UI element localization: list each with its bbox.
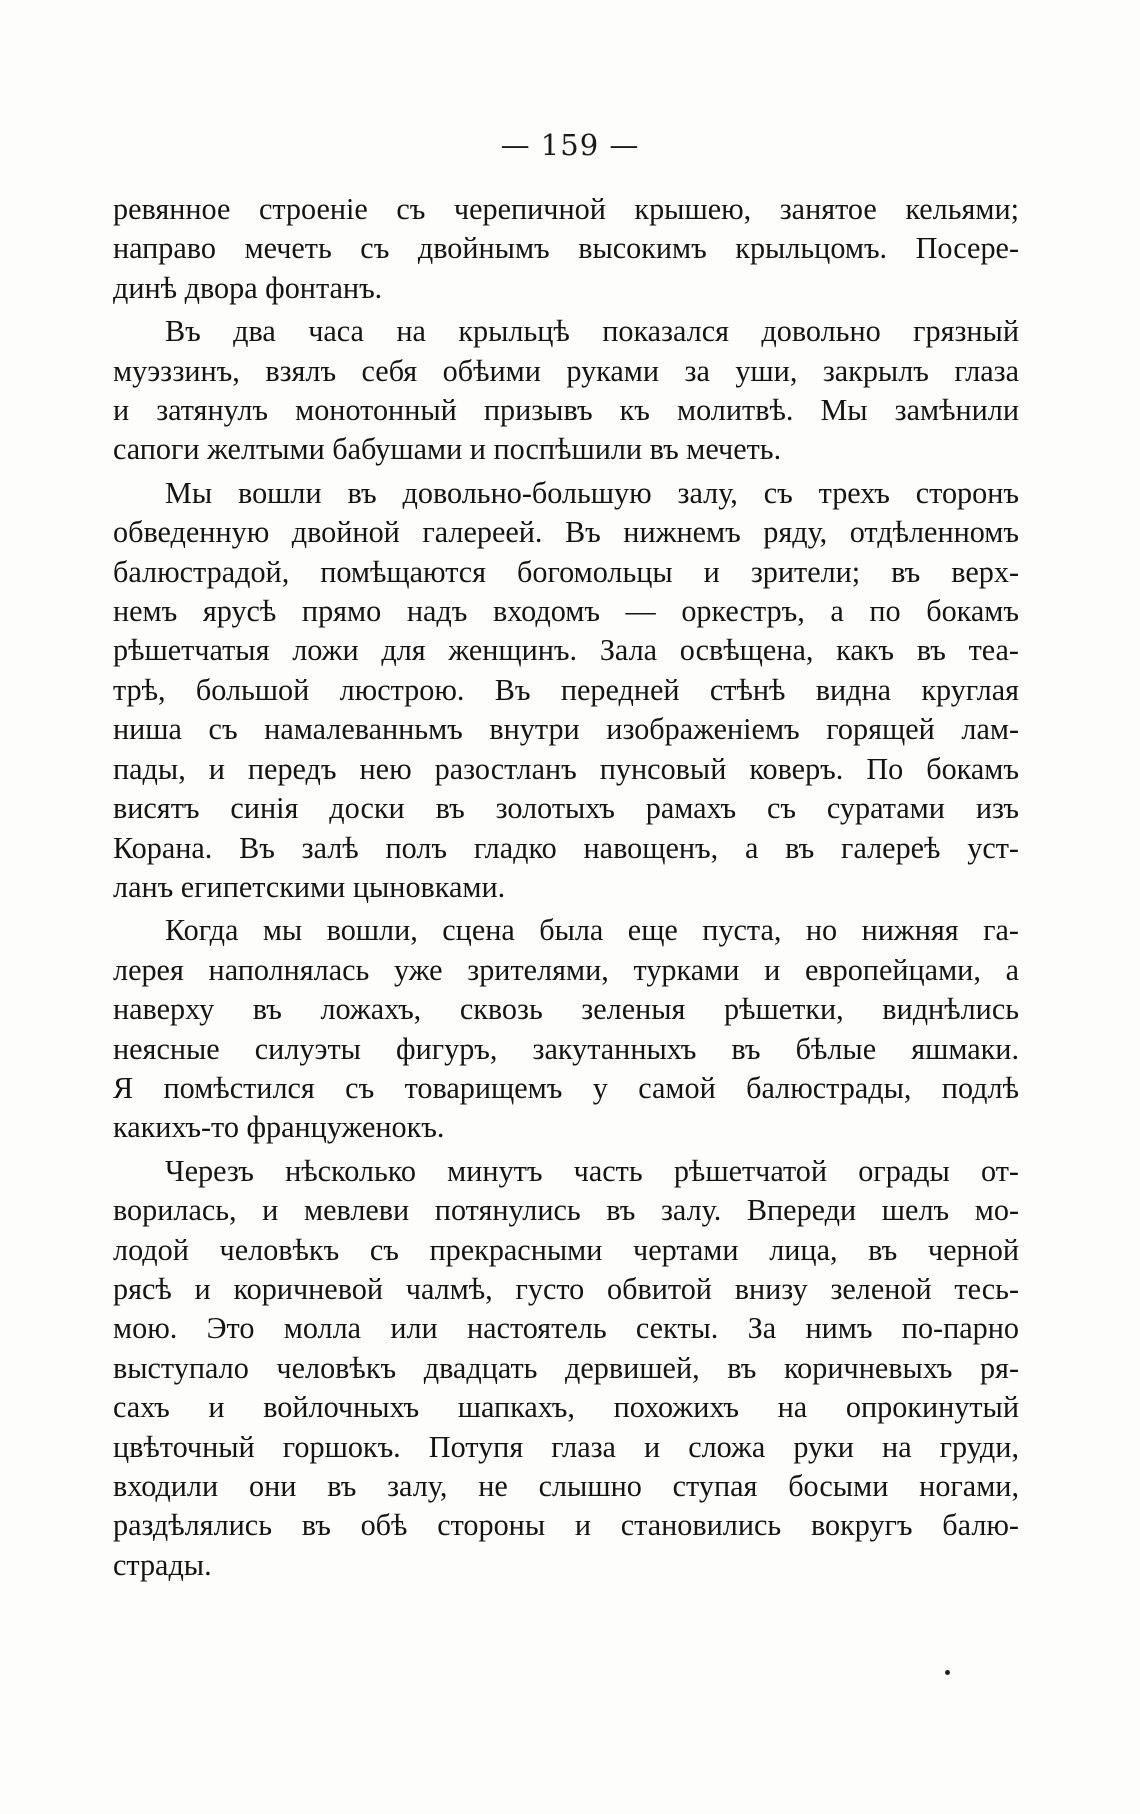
text-line: цвѣточный горшокъ. Потупя глаза и сложа руки на груди, xyxy=(113,1429,1019,1464)
page-number: — 159 — xyxy=(500,128,640,162)
paragraph-3 xyxy=(113,474,1019,907)
ink-speck xyxy=(945,1670,950,1675)
text-line: и затянулъ монотонный призывъ къ молитвѣ. Мы замѣнили xyxy=(113,393,1019,428)
text-line: муэззинъ, взялъ себя обѣими руками за уши, закрылъ глаза xyxy=(113,353,1019,388)
text-line: рясѣ и коричневой чалмѣ, густо обвитой внизу зеленой тесь- xyxy=(113,1271,1019,1306)
text-line: мою. Это молла или настоятель секты. За нимъ по-парно xyxy=(113,1311,1019,1346)
text-line: страды. xyxy=(113,1547,212,1582)
text-line: выступало человѣкъ двадцать дервишей, въ коричневыхъ ря- xyxy=(113,1350,1019,1385)
text-line: висятъ синія доски въ золотыхъ рамахъ съ суратами изъ xyxy=(113,791,1019,826)
text-line: Я помѣстился съ товарищемъ у самой балюстрады, подлѣ xyxy=(113,1070,1019,1105)
text-line: немъ ярусѣ прямо надъ входомъ — оркестръ, а по бокамъ xyxy=(113,594,1019,629)
text-line: неясные силуэты фигуръ, закутанныхъ въ бѣлые яшмаки. xyxy=(113,1031,1019,1066)
text-line: наверху въ ложахъ, сквозь зеленыя рѣшетки, виднѣлись xyxy=(113,992,1019,1027)
text-line: трѣ, большой люстрою. Въ передней стѣнѣ видна круглая xyxy=(113,672,1019,707)
text-line: Когда мы вошли, сцена была еще пуста, но нижняя га- xyxy=(165,913,1019,948)
paragraph-5 xyxy=(113,1152,1019,1585)
text-line: ланъ египетскими цыновками. xyxy=(113,869,506,904)
text-line: лодой человѣкъ съ прекрасными чертами лица, въ черной xyxy=(113,1232,1019,1267)
text-line: сапоги желтыми бабушами и поспѣшили въ мечеть. xyxy=(113,432,782,467)
text-line: лерея наполнялась уже зрителями, турками и европейцами, а xyxy=(113,952,1019,987)
text-line: Корана. Въ залѣ полъ гладко навощенъ, а въ галереѣ уст- xyxy=(113,830,1019,865)
page-body xyxy=(113,190,1019,1589)
text-line: обведенную двойной галереей. Въ нижнемъ ряду, отдѣленномъ xyxy=(113,515,1019,550)
text-line: раздѣлялись въ обѣ стороны и становились вокругъ балю- xyxy=(113,1508,1019,1543)
text-line: ревянное строеніе съ черепичной крышею, занятое кельями; xyxy=(113,192,1019,226)
text-line: ниша съ намалеванньмъ внутри изображеніемъ горящей лам- xyxy=(113,712,1019,747)
text-line: балюстрадой, помѣщаются богомольцы и зрители; въ верх- xyxy=(113,554,1019,589)
text-line: входили они въ залу, не слышно ступая босыми ногами, xyxy=(113,1469,1019,1503)
text-line: Черезъ нѣсколько минутъ часть рѣшетчатой ограды от- xyxy=(165,1153,1019,1188)
text-line: пады, и передъ нею разостланъ пунсовый коверъ. По бокамъ xyxy=(113,751,1019,786)
text-line: Въ два часа на крыльцѣ показался довольно грязный xyxy=(165,314,1019,349)
paragraph-2 xyxy=(113,312,1019,470)
text-line: динѣ двора фонтанъ. xyxy=(113,270,383,305)
text-line: какихъ-то француженокъ. xyxy=(113,1110,445,1145)
text-line: рѣшетчатыя ложи для женщинъ. Зала освѣщена, какъ въ теа- xyxy=(113,633,1019,668)
text-line: направо мечеть съ двойнымъ высокимъ крыльцомъ. Посере- xyxy=(113,231,1019,266)
text-line: Мы вошли въ довольно-большую залу, съ трехъ сторонъ xyxy=(165,475,1019,510)
paragraph-4 xyxy=(113,911,1019,1147)
text-line: ворилась, и мевлеви потянулись въ залу. Впереди шелъ мо- xyxy=(113,1193,1019,1228)
text-line: сахъ и войлочныхъ шапкахъ, похожихъ на опрокинутый xyxy=(113,1390,1019,1425)
paragraph-1 xyxy=(113,190,1019,308)
